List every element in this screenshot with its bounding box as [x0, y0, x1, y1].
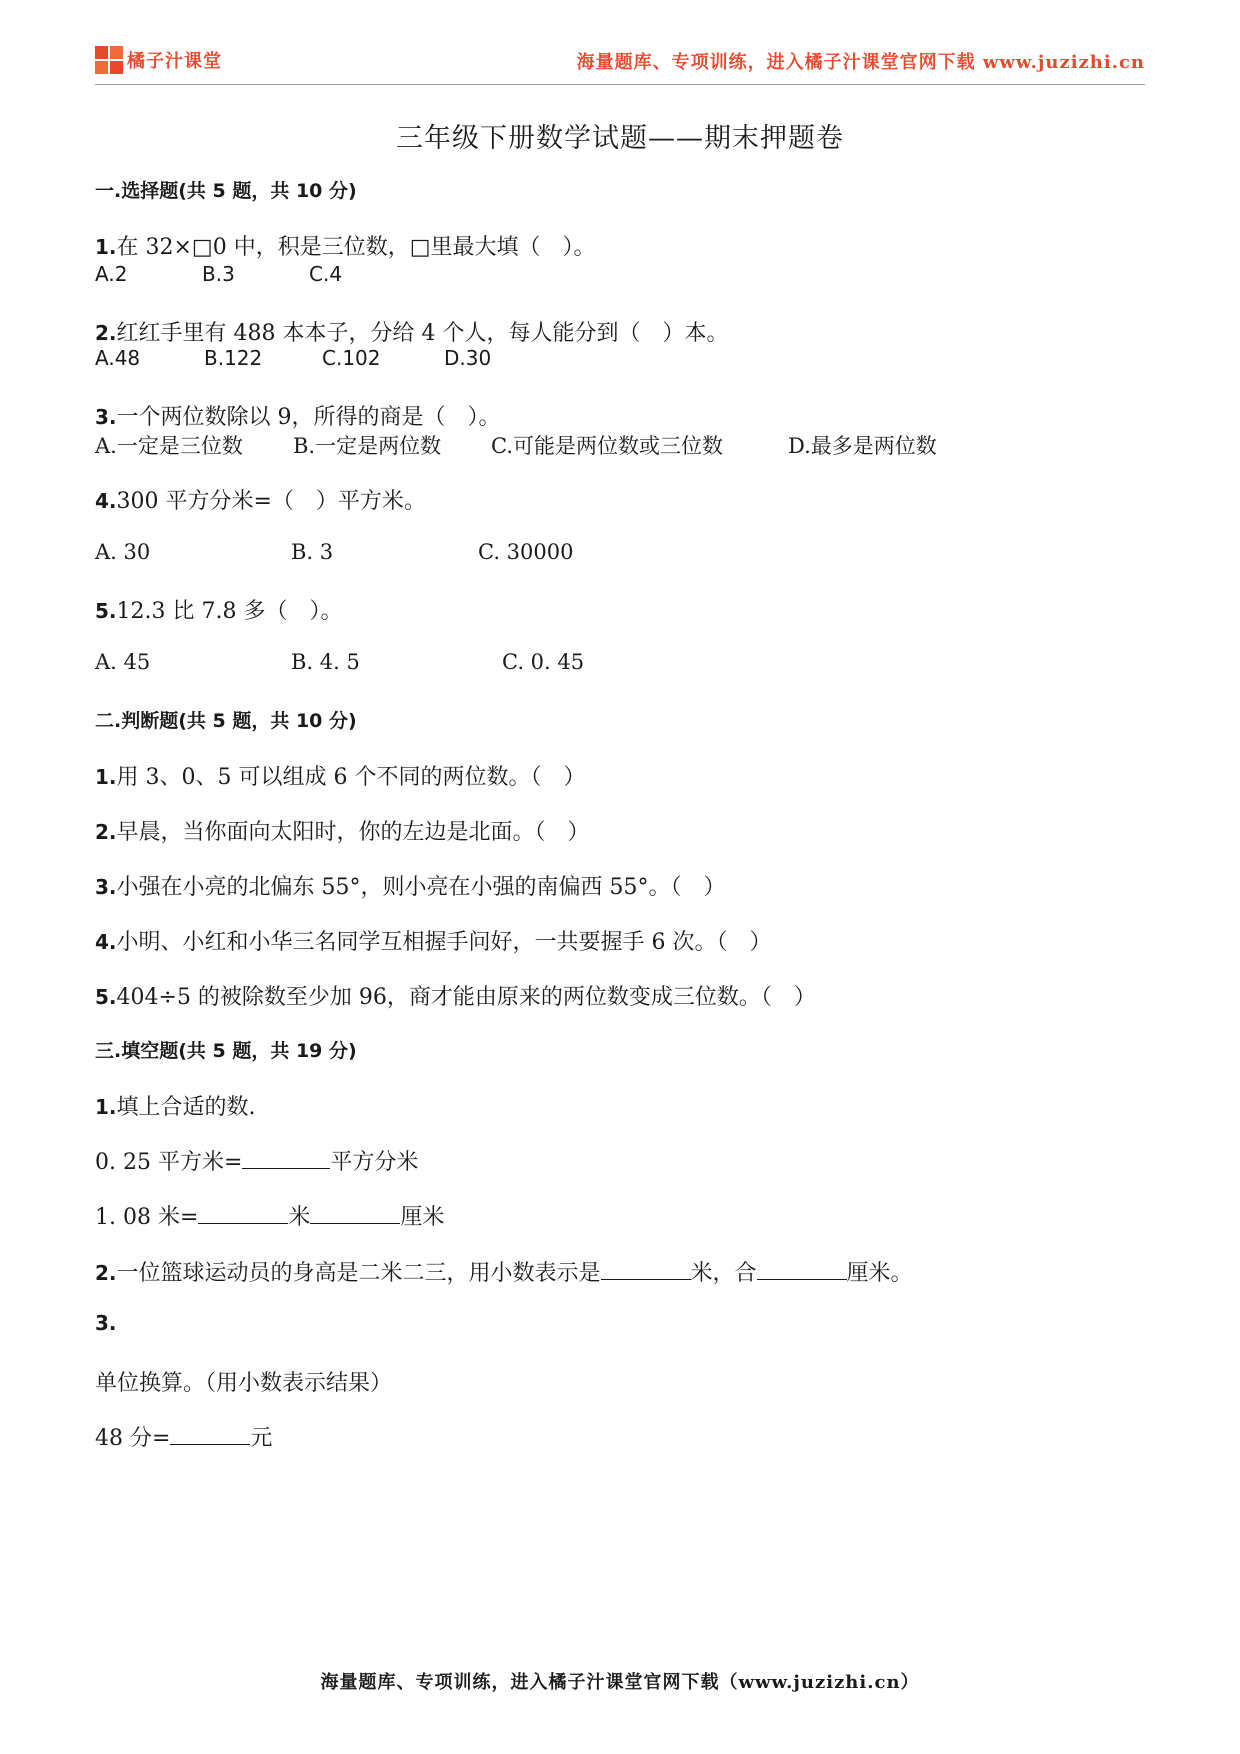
option-b: B.3: [202, 262, 235, 286]
page-title: 三年级下册数学试题——期末押题卷: [396, 123, 844, 154]
fill-prefix: 48 分=: [95, 1426, 171, 1451]
fill-suffix: 厘米。: [846, 1261, 913, 1286]
page-header: [95, 42, 1145, 82]
header-slogan: 海量题库、专项训练，进入橘子汁课堂官网下载 www.juzizhi.cn: [576, 52, 1145, 73]
option-d: D.最多是两位数: [788, 434, 937, 458]
answer-blank[interactable]: [757, 1257, 847, 1280]
answer-blank[interactable]: [601, 1257, 691, 1280]
header-divider: [95, 84, 1145, 85]
option-a: A.2: [95, 262, 128, 286]
question-number: 2.: [95, 820, 117, 844]
question-body: 用 3、0、5 可以组成 6 个不同的两位数。（ ）: [116, 765, 586, 790]
page-footer: 海量题库、专项训练，进入橘子汁课堂官网下载（www.juzizhi.cn）: [320, 1672, 920, 1693]
question-number: 2.: [95, 321, 117, 345]
question-text: [95, 1311, 117, 1336]
fill-line: [95, 1256, 913, 1287]
question-body: 12.3 比 7.8 多（ ）。: [116, 599, 343, 624]
question-text: [95, 594, 342, 625]
question-body: 在 32×□0 中，积是三位数，□里最大填（ ）。: [116, 235, 596, 260]
option-b: B.一定是两位数: [293, 434, 442, 458]
option-c: C.可能是两位数或三位数: [491, 434, 723, 458]
option-c: C. 0. 45: [502, 650, 585, 674]
logo-text: 橘子汁课堂: [127, 51, 222, 72]
question-body: 300 平方分米=（ ）平方米。: [116, 489, 426, 514]
section-heading-choice: 一.选择题(共 5 题，共 10 分): [95, 180, 357, 202]
answer-blank[interactable]: [198, 1201, 288, 1224]
option-a: A.一定是三位数: [95, 434, 243, 458]
option-b: B.122: [204, 346, 263, 370]
option-c: C.4: [309, 262, 343, 286]
question-text: [95, 760, 585, 791]
fill-middle: 米，合: [690, 1261, 757, 1286]
brand-logo: [95, 42, 222, 78]
question-body: 小强在小亮的北偏东 55°，则小亮在小强的南偏西 55°。（ ）: [116, 875, 726, 900]
answer-blank[interactable]: [242, 1146, 330, 1169]
fill-line: [95, 1145, 418, 1176]
question-number: 5.: [95, 599, 117, 623]
section-heading-fill: 三.填空题(共 5 题，共 19 分): [95, 1040, 357, 1062]
question-body: 一个两位数除以 9，所得的商是（ ）。: [116, 405, 501, 430]
option-a: A.48: [95, 346, 141, 370]
question-text: [95, 870, 726, 901]
question-number: 5.: [95, 985, 117, 1009]
question-body: 填上合适的数.: [116, 1095, 256, 1120]
question-number: 3.: [95, 405, 117, 429]
question-number: 3.: [95, 1311, 117, 1335]
fill-suffix: 元: [250, 1426, 273, 1451]
section-heading-judgment: 二.判断题(共 5 题，共 10 分): [95, 710, 357, 732]
question-body: 404÷5 的被除数至少加 96，商才能由原来的两位数变成三位数。（ ）: [116, 985, 816, 1010]
question-text: [95, 980, 816, 1011]
question-number: 1.: [95, 1095, 117, 1119]
question-number: 1.: [95, 765, 117, 789]
answer-blank[interactable]: [310, 1201, 400, 1224]
option-b: B. 3: [291, 540, 334, 564]
question-body: 单位换算。（用小数表示结果）: [95, 1371, 393, 1396]
fill-prefix: 0. 25 平方米=: [95, 1150, 243, 1175]
fill-suffix: 厘米: [400, 1205, 445, 1230]
option-d: D.30: [444, 346, 492, 370]
question-number: 4.: [95, 489, 117, 513]
question-text: [95, 1090, 256, 1121]
fill-prefix: 1. 08 米=: [95, 1205, 199, 1230]
option-c: C.102: [322, 346, 381, 370]
fill-line: [95, 1200, 444, 1231]
question-number: 3.: [95, 875, 117, 899]
fill-middle: 米: [288, 1205, 311, 1230]
answer-blank[interactable]: [170, 1422, 250, 1445]
question-body: 早晨，当你面向太阳时，你的左边是北面。（ ）: [116, 820, 590, 845]
question-text: [95, 484, 426, 515]
option-a: A. 45: [95, 650, 151, 674]
question-text: [95, 230, 596, 261]
question-text: [95, 815, 590, 846]
fill-line: [95, 1421, 272, 1452]
question-body: 红红手里有 488 本本子，分给 4 个人，每人能分到（ ）本。: [116, 321, 729, 346]
question-text: [95, 925, 772, 956]
option-a: A. 30: [95, 540, 151, 564]
logo-squares-icon: [95, 46, 123, 74]
question-text: [95, 316, 728, 347]
fill-prefix: 一位篮球运动员的身高是二米二三，用小数表示是: [116, 1261, 601, 1286]
question-number: 1.: [95, 235, 117, 259]
question-number: 4.: [95, 930, 117, 954]
question-number: 2.: [95, 1261, 117, 1285]
question-text: [95, 400, 501, 431]
option-c: C. 30000: [478, 540, 574, 564]
question-body: 小明、小红和小华三名同学互相握手问好，一共要握手 6 次。（ ）: [116, 930, 772, 955]
fill-suffix: 平方分米: [330, 1150, 419, 1175]
option-b: B. 4. 5: [291, 650, 360, 674]
